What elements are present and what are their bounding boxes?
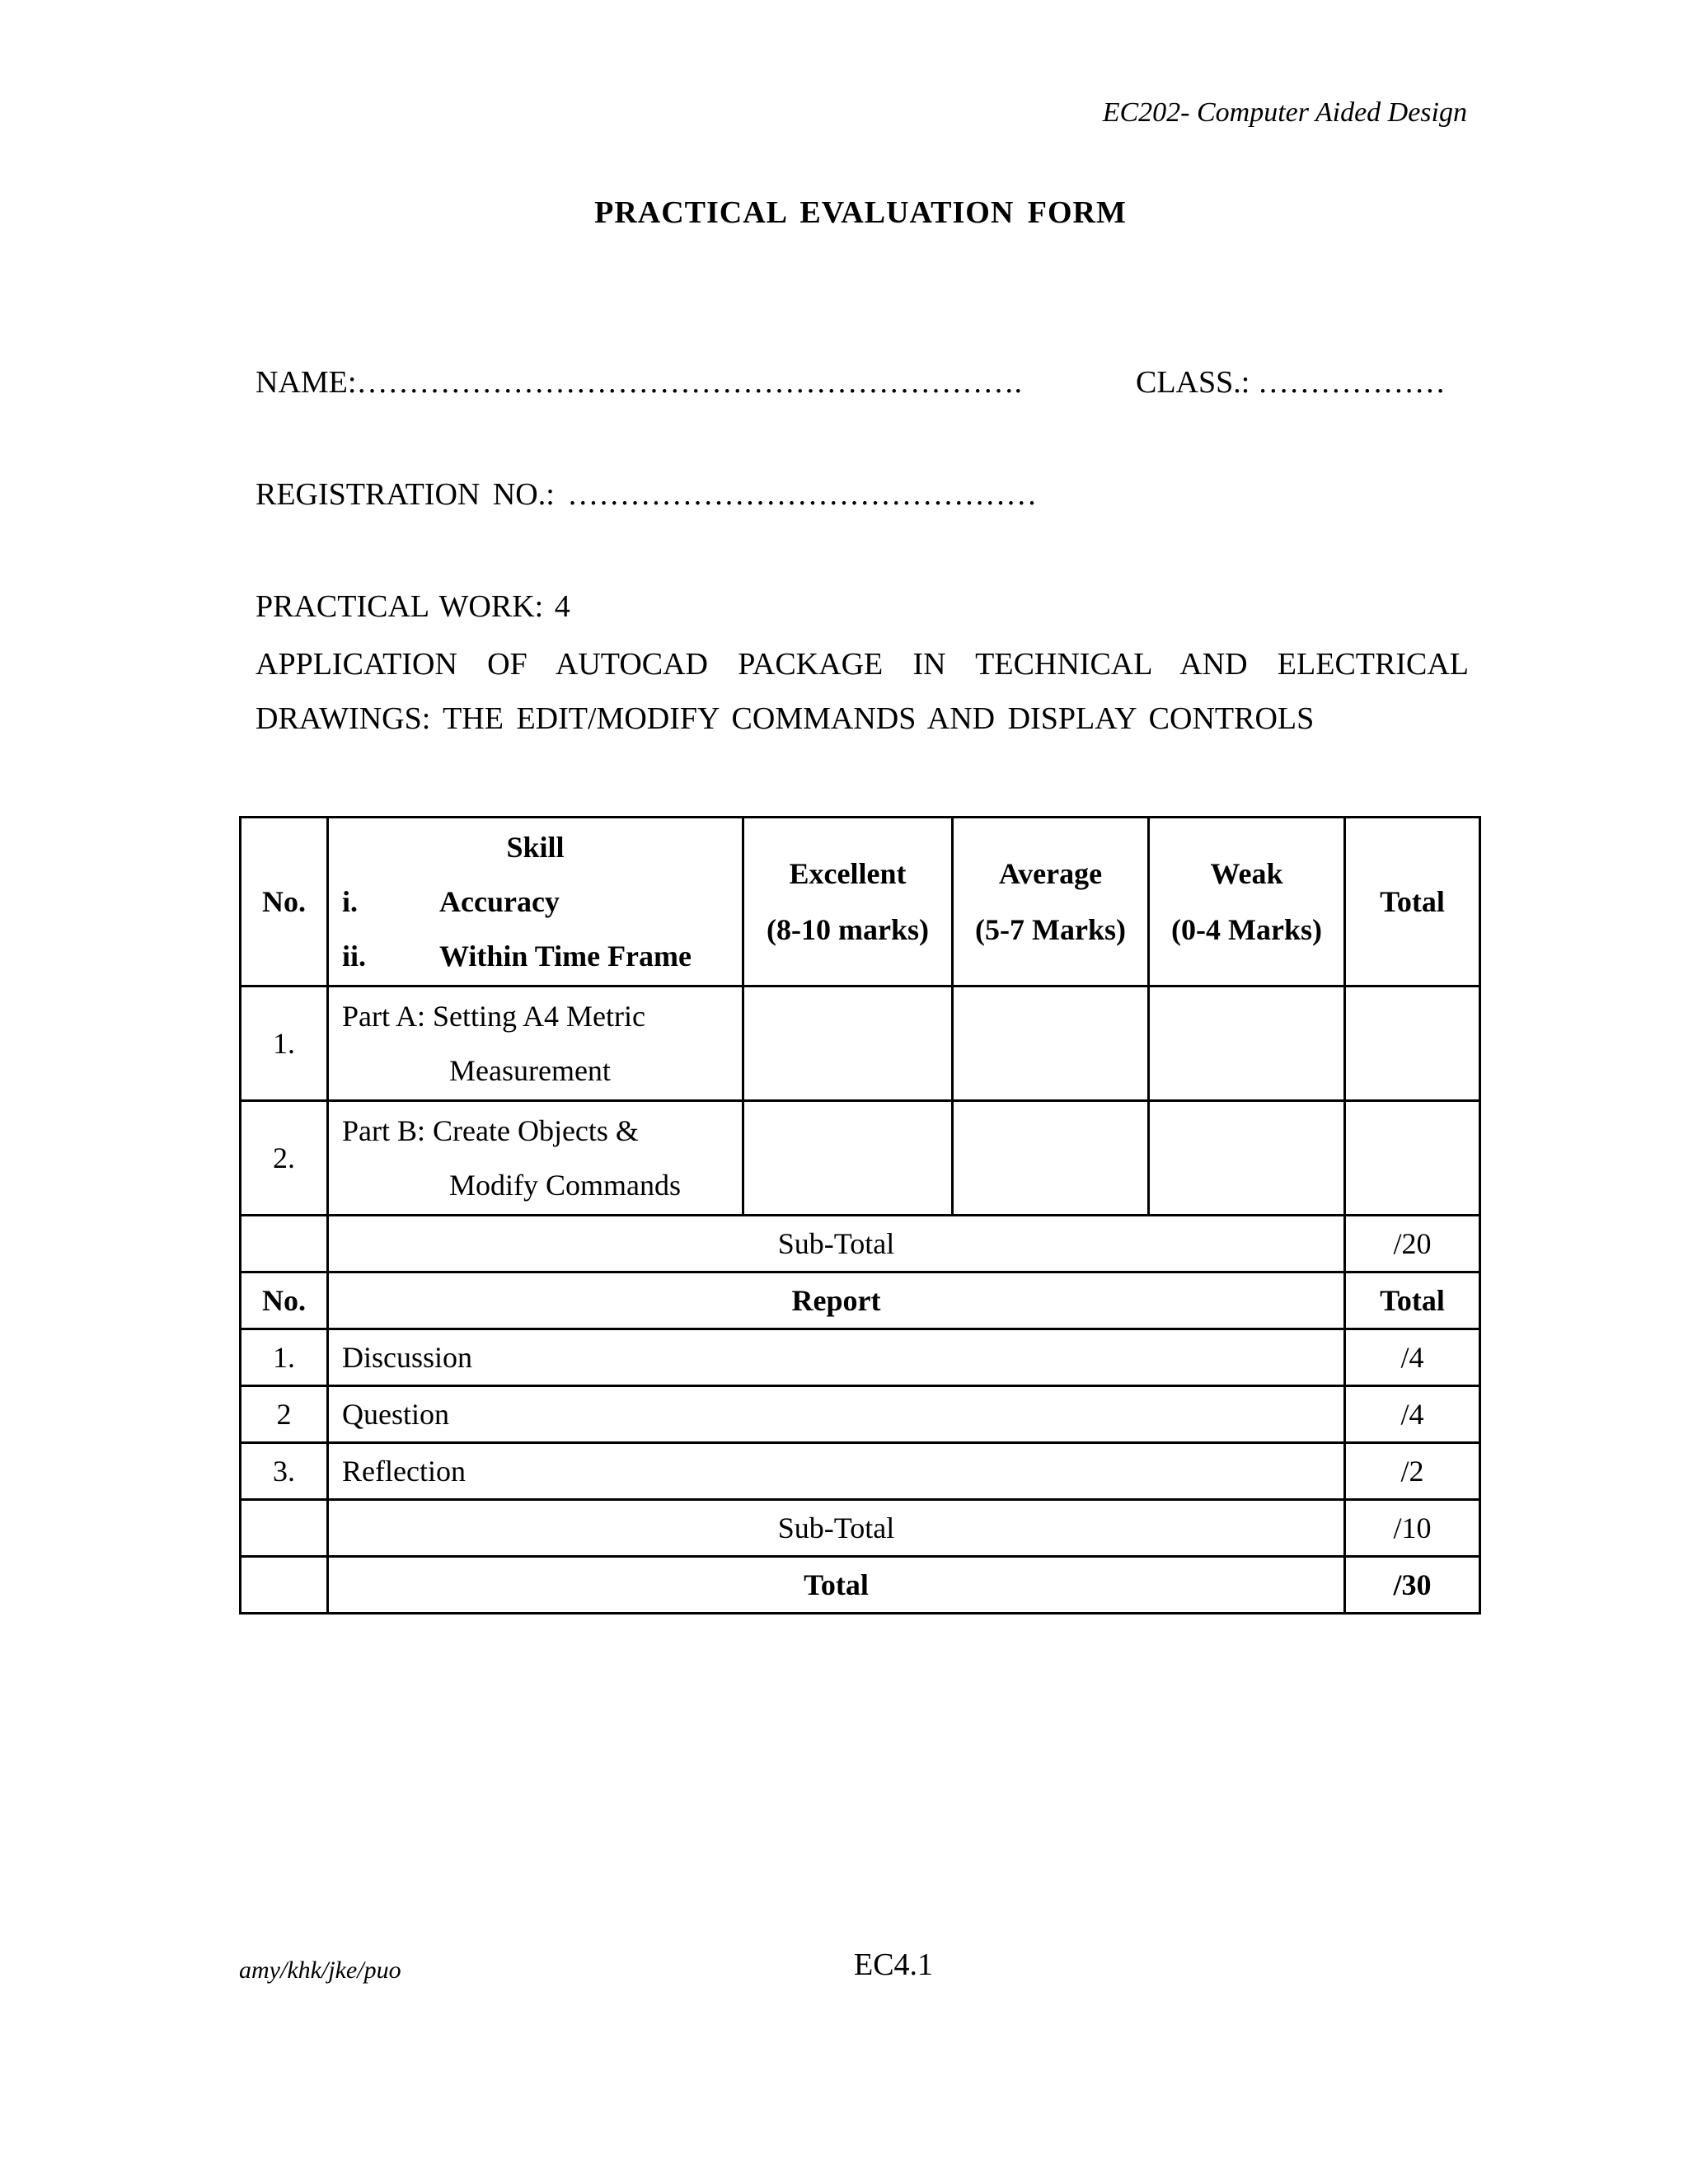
skill-subtotal-row (241, 1216, 1480, 1272)
header-no: No. (241, 818, 328, 987)
report-header-label: Report (328, 1272, 1345, 1329)
report-label: Discussion (328, 1329, 1345, 1386)
report-header-row (241, 1272, 1480, 1329)
report-subtotal-row (241, 1500, 1480, 1557)
part-number: 1. (241, 987, 328, 1101)
report-label: Question (328, 1386, 1345, 1443)
empty-no-cell (241, 1557, 328, 1614)
part-line1: Part B: Create Objects & (342, 1114, 639, 1147)
part-line2: Measurement (449, 1054, 611, 1087)
name-field: NAME:………………………………………………………. (256, 365, 1022, 400)
report-label: Reflection (328, 1443, 1345, 1500)
part-description (328, 1101, 743, 1216)
practical-title-line2: DRAWINGS: THE EDIT/MODIFY COMMANDS AND DISPLAY CONTROLS (256, 701, 1315, 736)
table-row (241, 1386, 1480, 1443)
table-row (241, 987, 1480, 1101)
excellent-cell (743, 1101, 953, 1216)
part-number: 2. (241, 1101, 328, 1216)
report-value: /2 (1345, 1443, 1480, 1500)
average-label: Average (998, 857, 1103, 890)
weak-range: (0-4 Marks) (1171, 913, 1322, 946)
skill-item-time-frame (329, 929, 742, 983)
skill-item-label: Accuracy (439, 885, 560, 918)
part-line1: Part A: Setting A4 Metric (342, 1000, 645, 1033)
grand-total-value: /30 (1345, 1557, 1480, 1614)
report-subtotal-value: /10 (1345, 1500, 1480, 1557)
header-average (953, 818, 1149, 987)
report-number: 1. (241, 1329, 328, 1386)
report-header-no: No. (241, 1272, 328, 1329)
total-cell (1345, 1101, 1480, 1216)
page-number: EC4.1 (854, 1947, 934, 1982)
report-subtotal-label: Sub-Total (328, 1500, 1345, 1557)
practical-work-label: PRACTICAL WORK: 4 (256, 589, 570, 624)
course-header: EC202- Computer Aided Design (1102, 97, 1467, 128)
part-description (328, 987, 743, 1101)
report-number: 2 (241, 1386, 328, 1443)
part-line2: Modify Commands (449, 1169, 682, 1202)
grand-total-label: Total (328, 1557, 1345, 1614)
excellent-range: (8-10 marks) (767, 913, 929, 946)
skill-item-number: ii. (342, 940, 367, 972)
footer-author-codes: amy/khk/jke/puo (239, 1957, 401, 1984)
header-total: Total (1345, 818, 1480, 987)
table-row (241, 1101, 1480, 1216)
practical-title-line1: APPLICATION OF AUTOCAD PACKAGE IN TECHNICAL AND ELECTRICAL (256, 647, 1469, 682)
header-excellent (743, 818, 953, 987)
header-skill (328, 818, 743, 987)
excellent-label: Excellent (789, 857, 907, 890)
evaluation-table (239, 816, 1481, 1615)
weak-cell (1149, 1101, 1345, 1216)
class-field: CLASS.: ……………… (1136, 365, 1446, 400)
report-number: 3. (241, 1443, 328, 1500)
registration-field: REGISTRATION NO.: ……………………………………… (256, 477, 1038, 512)
excellent-cell (743, 987, 953, 1101)
skill-subtotal-value: /20 (1345, 1216, 1480, 1272)
report-value: /4 (1345, 1386, 1480, 1443)
average-range: (5-7 Marks) (975, 913, 1126, 946)
weak-label: Weak (1210, 857, 1283, 890)
header-weak (1149, 818, 1345, 987)
total-cell (1345, 987, 1480, 1101)
average-cell (953, 987, 1149, 1101)
skill-item-label: Within Time Frame (439, 940, 692, 972)
table-header-row (241, 818, 1480, 987)
average-cell (953, 1101, 1149, 1216)
empty-no-cell (241, 1216, 328, 1272)
skill-subtotal-label: Sub-Total (328, 1216, 1345, 1272)
empty-no-cell (241, 1500, 328, 1557)
table-row (241, 1443, 1480, 1500)
skill-title: Skill (506, 831, 565, 864)
report-header-total: Total (1345, 1272, 1480, 1329)
report-value: /4 (1345, 1329, 1480, 1386)
grand-total-row (241, 1557, 1480, 1614)
form-title: PRACTICAL EVALUATION FORM (594, 195, 1127, 230)
skill-item-accuracy (329, 874, 742, 929)
table-row (241, 1329, 1480, 1386)
skill-item-number: i. (342, 885, 359, 918)
weak-cell (1149, 987, 1345, 1101)
